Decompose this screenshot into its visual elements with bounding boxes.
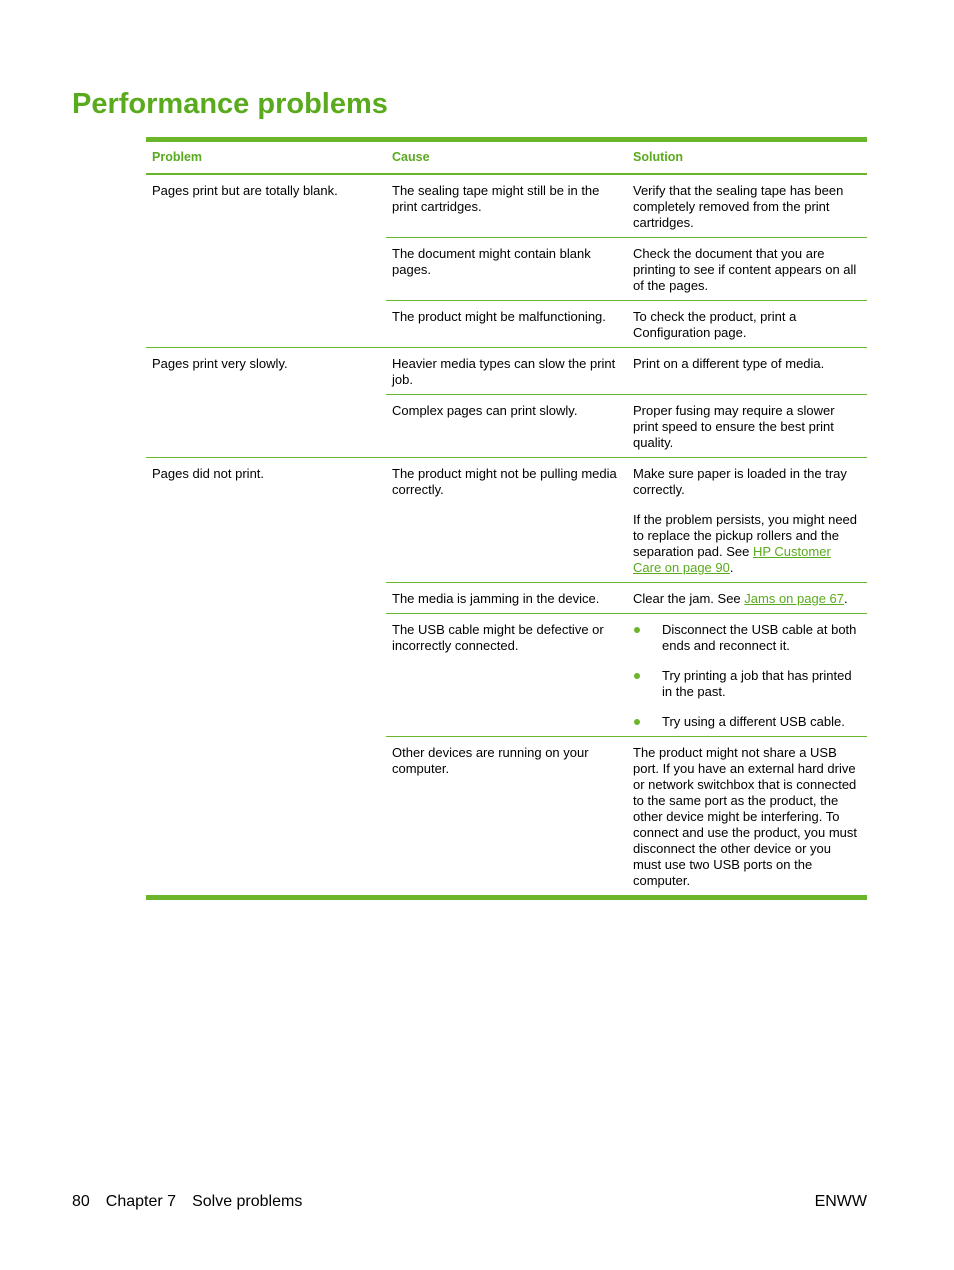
header-problem: Problem: [146, 142, 386, 174]
footer-code: ENWW: [814, 1193, 867, 1210]
cause-cell: The product might not be pulling media correctly.: [386, 458, 627, 583]
bullet-list: [633, 622, 861, 730]
cause-cell: The USB cable might be defective or incorrectly connected.: [386, 614, 627, 737]
solution-paragraph: [633, 512, 861, 576]
header-cause: Cause: [386, 142, 627, 174]
page-number: 80: [72, 1193, 90, 1210]
chapter-title: Solve problems: [192, 1193, 303, 1210]
bullet-icon: [634, 627, 640, 633]
solution-cell: Verify that the sealing tape has been completely removed from the print cartridges.: [627, 174, 867, 238]
table-row: [146, 348, 867, 395]
header-solution: Solution: [627, 142, 867, 174]
list-item: [633, 714, 861, 730]
solution-cell: Proper fusing may require a slower print speed to ensure the best print quality.: [627, 395, 867, 458]
performance-problems-table: [146, 137, 867, 900]
list-item: [633, 668, 861, 700]
solution-cell: Print on a different type of media.: [627, 348, 867, 395]
problem-cell: Pages did not print.: [152, 466, 265, 481]
hp-customer-care-link[interactable]: HP Customer Care on page 90: [633, 544, 831, 575]
cause-cell: Heavier media types can slow the print job.: [386, 348, 627, 395]
solution-text: .: [729, 560, 734, 575]
problem-cell: Pages print but are totally blank.: [146, 174, 386, 348]
list-item: [633, 622, 861, 654]
solution-text: Clear the jam. See: [633, 591, 745, 606]
jams-link[interactable]: Jams on page 67: [744, 591, 845, 606]
cause-cell: The sealing tape might still be in the print cartridges.: [386, 174, 627, 238]
table-row: [146, 458, 867, 583]
solution-text: .: [844, 591, 848, 606]
bullet-text: Disconnect the USB cable at both ends and reconnect it.: [662, 622, 857, 653]
cause-cell: The media is jamming in the device.: [386, 583, 627, 614]
cause-cell: Other devices are running on your computer.: [392, 745, 589, 776]
table-header-row: [146, 142, 867, 174]
solution-paragraph: Make sure paper is loaded in the tray correctly.: [633, 466, 847, 497]
solution-text: If the problem persists, you might need to replace the pickup rollers and the separation pad. See: [633, 512, 858, 559]
solution-cell: To check the product, print a Configuration page.: [627, 301, 867, 348]
footer-left: [72, 1193, 302, 1211]
solution-cell: [627, 583, 867, 614]
table-row: [146, 174, 867, 238]
bullet-icon: [634, 673, 640, 679]
bullet-text: Try using a different USB cable.: [662, 714, 845, 729]
solution-cell: [627, 458, 867, 583]
bullet-text: Try printing a job that has printed in the past.: [662, 668, 852, 699]
problem-cell: Pages print very slowly.: [146, 348, 386, 458]
cause-cell: Complex pages can print slowly.: [386, 395, 627, 458]
cause-cell: The product might be malfunctioning.: [386, 301, 627, 348]
solution-cell: Check the document that you are printing to see if content appears on all of the pages.: [627, 238, 867, 301]
page-title: Performance problems: [72, 88, 388, 120]
solution-cell: The product might not share a USB port. If you have an external hard drive or network switchbox that is connected to the same port as the product, the other device might be interfering. To connect and use the product, you must disconnect the other device or you must use two USB ports on the computer.: [633, 745, 858, 888]
solution-cell: [627, 614, 867, 737]
bullet-icon: [634, 719, 640, 725]
cause-cell: The document might contain blank pages.: [386, 238, 627, 301]
chapter-label: Chapter 7: [105, 1193, 177, 1210]
